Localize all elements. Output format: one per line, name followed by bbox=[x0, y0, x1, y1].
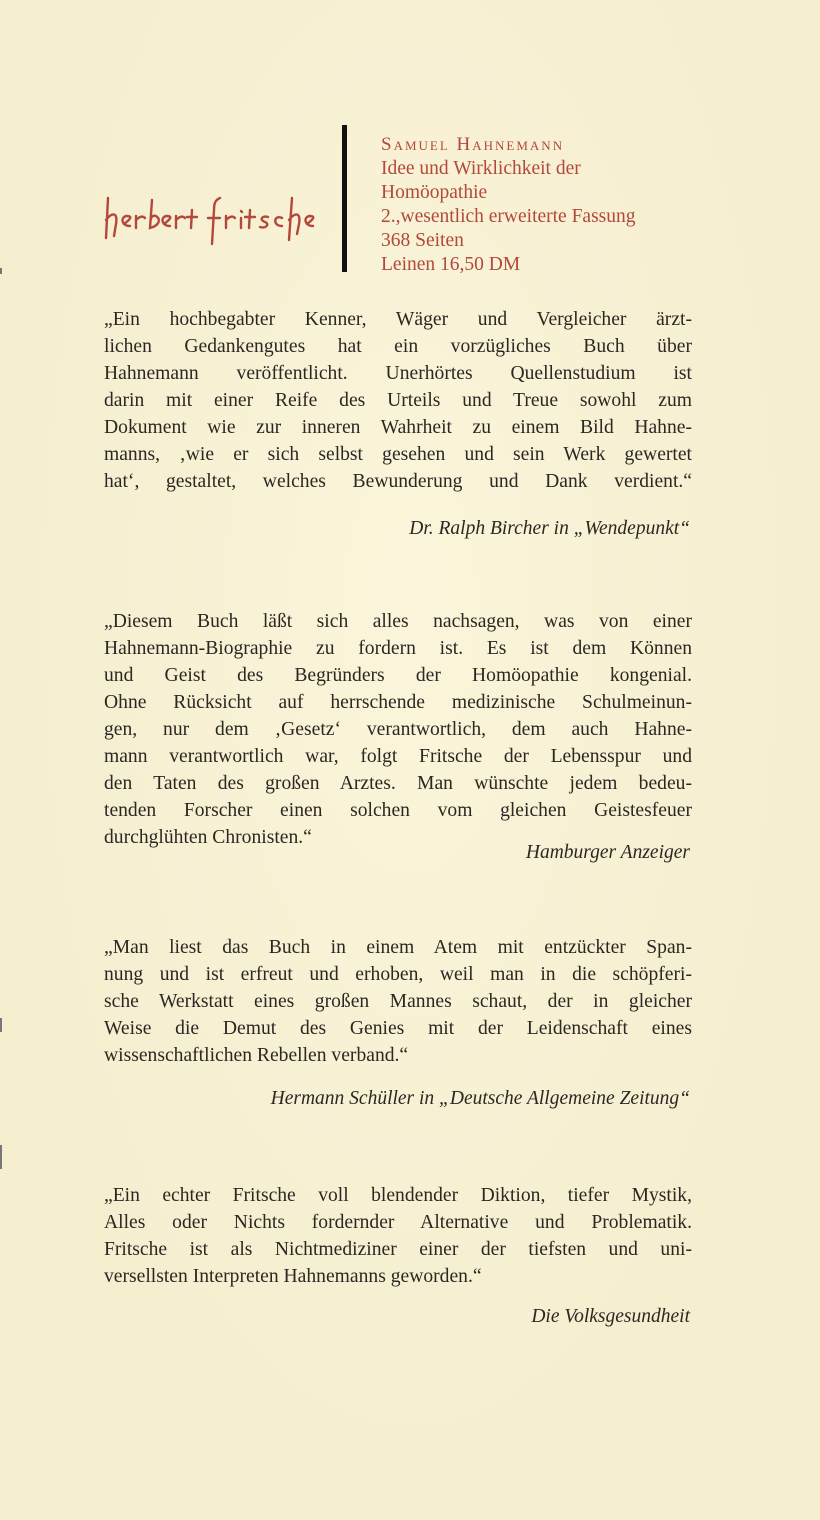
signature-graphic bbox=[102, 190, 322, 250]
vertical-rule bbox=[342, 125, 347, 272]
review-2 bbox=[104, 608, 692, 851]
review-line: gen, nur dem ‚Gesetz‘ verantwortlich, dem auch Hahne- bbox=[104, 719, 692, 740]
review-line: „Ein echter Fritsche voll blendender Diktion, tiefer Mystik, bbox=[104, 1185, 692, 1206]
review-line: Fritsche ist als Nichtmediziner einer der tiefsten und uni- bbox=[104, 1239, 692, 1260]
margin-mark bbox=[0, 1018, 2, 1032]
review-line: „Ein hochbegabter Kenner, Wäger und Vergleicher ärzt- bbox=[104, 309, 692, 330]
review-3-source: Hermann Schüller in „Deutsche Allgemeine Zeitung“ bbox=[270, 1088, 690, 1109]
review-line: mann verantwortlich war, folgt Fritsche der Lebensspur und bbox=[104, 746, 692, 767]
review-line: versellsten Interpreten Hahnemanns geworden.“ bbox=[104, 1266, 482, 1287]
review-1-source: Dr. Ralph Bircher in „Wendepunkt“ bbox=[409, 518, 690, 539]
review-line: manns, ‚wie er sich selbst gesehen und sein Werk gewertet bbox=[104, 444, 692, 465]
book-pages: 368 Seiten bbox=[381, 230, 464, 251]
review-line: Ohne Rücksicht auf herrschende medizinische Schulmeinun- bbox=[104, 692, 692, 713]
review-line: nung und ist erfreut und erhoben, weil man in die schöpferi- bbox=[104, 964, 692, 985]
review-2-source: Hamburger Anzeiger bbox=[525, 842, 690, 863]
author-signature bbox=[102, 190, 322, 250]
review-line: durchglühten Chronisten.“ bbox=[104, 827, 312, 848]
review-line: darin mit einer Reife des Urteils und Treue sowohl zum bbox=[104, 390, 692, 411]
review-line: „Man liest das Buch in einem Atem mit entzückter Span- bbox=[104, 937, 692, 958]
review-line: tenden Forscher einen solchen vom gleichen Geistesfeuer bbox=[104, 800, 692, 821]
review-line: Hahnemann-Biographie zu fordern ist. Es ist dem Können bbox=[104, 638, 692, 659]
review-line: und Geist des Begründers der Homöopathie kongenial. bbox=[104, 665, 692, 686]
review-line: Weise die Demut des Genies mit der Leidenschaft eines bbox=[104, 1018, 692, 1039]
book-title: Samuel Hahnemann bbox=[381, 134, 565, 155]
review-line: Dokument wie zur inneren Wahrheit zu einem Bild Hahne- bbox=[104, 417, 692, 438]
book-subtitle-line1: Idee und Wirklichkeit der bbox=[381, 158, 581, 179]
book-info bbox=[381, 133, 721, 277]
margin-mark bbox=[0, 1145, 2, 1169]
review-line: wissenschaftlichen Rebellen verband.“ bbox=[104, 1045, 409, 1066]
review-4-source: Die Volksgesundheit bbox=[531, 1306, 690, 1327]
book-edition: 2.,wesentlich erweiterte Fassung bbox=[381, 206, 636, 227]
review-line: sche Werkstatt eines großen Mannes schaut, der in gleicher bbox=[104, 991, 692, 1012]
review-line: Hahnemann veröffentlicht. Unerhörtes Quellenstudium ist bbox=[104, 363, 692, 384]
review-line: Alles oder Nichts fordernder Alternative und Problematik. bbox=[104, 1212, 692, 1233]
book-price: Leinen 16,50 DM bbox=[381, 254, 521, 275]
review-3 bbox=[104, 934, 692, 1069]
review-line: „Diesem Buch läßt sich alles nachsagen, was von einer bbox=[104, 611, 692, 632]
review-4 bbox=[104, 1182, 692, 1290]
review-1 bbox=[104, 306, 692, 495]
review-line: lichen Gedankengutes hat ein vorzügliches Buch über bbox=[104, 336, 692, 357]
margin-mark bbox=[0, 268, 2, 274]
book-subtitle-line2: Homöopathie bbox=[381, 182, 488, 203]
review-line: den Taten des großen Arztes. Man wünschte jedem bedeu- bbox=[104, 773, 692, 794]
review-line: hat‘, gestaltet, welches Bewunderung und Dank verdient.“ bbox=[104, 471, 692, 492]
